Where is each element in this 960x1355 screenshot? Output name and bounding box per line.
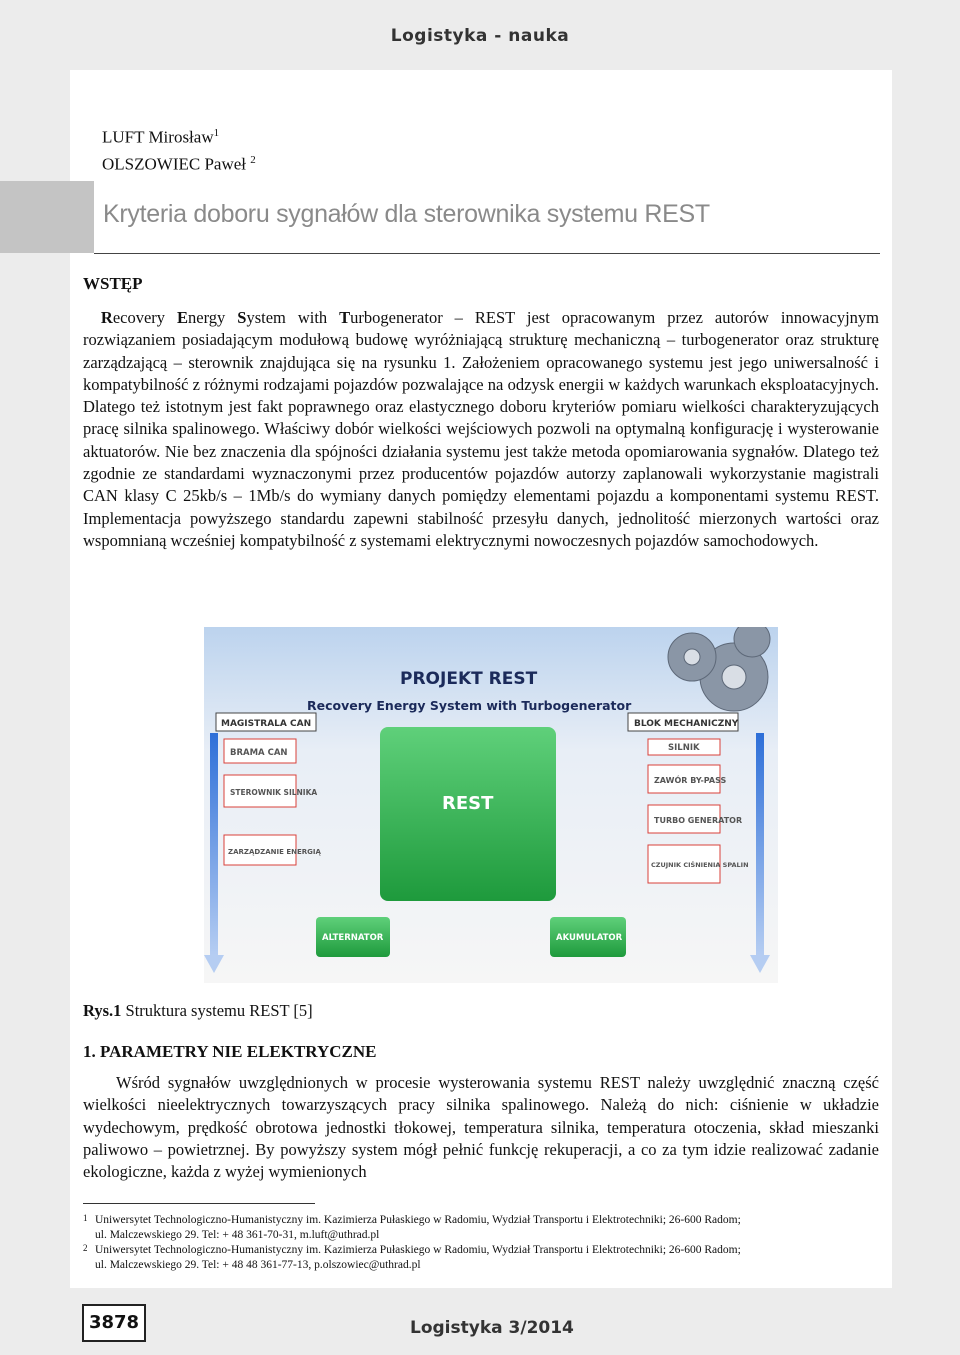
author-list <box>102 122 256 175</box>
author-1: LUFT Mirosław$^1$ <box>102 127 220 147</box>
bypass-valve-label: ZAWÓR BY-PASS <box>654 776 727 785</box>
footnote-1: 1 Uniwersytet Technologiczno-Humanistyczny im. Kazimierza Pułaskiego w Radomiu, Wydział Transportu i Elektrotechniki; 26-600 Radom; ul. Malczewskiego 29. Tel: + 48 361-70-31, m.luft@uthrad.pl <box>83 1213 741 1241</box>
article-page <box>70 70 892 1288</box>
figure-title: PROJEKT REST <box>400 669 538 689</box>
figure-subtitle: Recovery Energy System with Turbogenerator <box>307 698 632 713</box>
intro-heading: WSTĘP <box>83 274 143 293</box>
rest-system-diagram <box>204 627 778 983</box>
left-vertical-arrow <box>210 733 218 955</box>
section-heading: 1. PARAMETRY NIE ELEKTRYCZNE <box>83 1042 377 1061</box>
title-decoration-band <box>0 181 94 253</box>
rest-center-block <box>380 727 556 901</box>
footnotes <box>83 1213 873 1273</box>
author-2: OLSZOWIEC Paweł $^2$ <box>102 153 256 174</box>
footnote-2: 2 Uniwersytet Technologiczno-Humanistyczny im. Kazimierza Pułaskiego w Radomiu, Wydział Transportu i Elektrotechniki; 26-600 Radom; ul. Malczewskiego 29. Tel: + 48 48 361-77-13, p.olszowiec@uthrad.pl <box>83 1243 741 1271</box>
battery-label: AKUMULATOR <box>556 933 623 943</box>
footnote-divider <box>83 1203 315 1204</box>
right-vertical-arrow <box>756 733 764 955</box>
turbogenerator-label: TURBO GENERATOR <box>654 816 743 825</box>
rest-center-label: REST <box>442 793 494 814</box>
alternator-label: ALTERNATOR <box>322 933 384 943</box>
can-bus-label: MAGISTRALA CAN <box>221 719 312 729</box>
intro-paragraph: Recovery Energy System with Turbogenerator – REST jest opracowanym przez autorów innowacyjnym rozwiązaniem posiadającym modułową budowę wyróżniającą strukturę mechaniczną – turbogenerator oraz strukturę zarządzającą – sterownik znajdująca się na rysunku 1. Założeniem opracowanego systemu jest jego uniwersalność i kompatybilność z różnymi rodzajami pojazdów pozwalające na odzysk energii w każdych warunkach eksploatacyjnych. Dlatego też istotnym jest fakt poprawnego oraz elastycznego doboru kryteriów pomiaru wielkości charakteryzujących pracę silnika spalinowego. Właściwy dobór wielkości wejściowych pozwoli na optymalną konfigurację i wysterowanie aktuatorów. Nie bez znaczenia dla spójności działania systemu jest także metoda opomiarowania sygnałów. Dlatego też zgodnie ze standardami wyznaczonymi przez producentów pojazdów autorzy zaplanowali wykorzystanie magistrali CAN klasy C 25kb/s – 1Mb/s do wymiany danych pomiędzy elementami pojazdu a komponentami systemu REST. Implementacja powyższego standardu zapewni stabilność przesyłu danych, jednolitość mierzonych wartości oraz wspomnianą wcześniej kompatybilność z systemami elektrycznymi nowoczesnych pojazdów samochodowych. <box>83 308 879 550</box>
energy-management-label: ZARZĄDZANIE ENERGIĄ <box>228 848 321 856</box>
journal-header: Logistyka - nauka <box>390 26 570 46</box>
can-gateway-label: BRAMA CAN <box>230 748 288 758</box>
engine-controller-label: STEROWNIK SILNIKA <box>230 788 318 797</box>
engine-label: SILNIK <box>668 743 700 753</box>
title-divider <box>94 253 880 254</box>
page-number: 3878 <box>82 1304 146 1342</box>
journal-issue: Logistyka 3/2014 <box>410 1318 574 1338</box>
article-title: Kryteria doboru sygnałów dla sterownika systemu REST <box>103 200 710 228</box>
section-paragraph: Wśród sygnałów uwzględnionych w procesie wysterowania systemu REST należy uwzględnić znaczną część wielkości nieelektrycznych towarzyszących pracy silnika spalinowego. Należą do nich: ciśnienie w układzie wydechowym, prędkość obrotowa jednostki tłokowej, temperatura silnika, temperatura otoczenia, skład mieszanki paliwowo – powietrznej. By powyższy system mógł pełnić funkcję rekuperacji, a co za tym idzie realizować zadanie ekologiczne, każda z wyżej wymienionych <box>83 1073 879 1182</box>
pressure-sensor-label: CZUJNIK CIŚNIENIA SPALIN <box>651 861 749 869</box>
figure-caption: Rys.1 Struktura systemu REST [5] <box>83 1001 313 1020</box>
mechanical-block-label: BLOK MECHANICZNY <box>634 719 739 729</box>
